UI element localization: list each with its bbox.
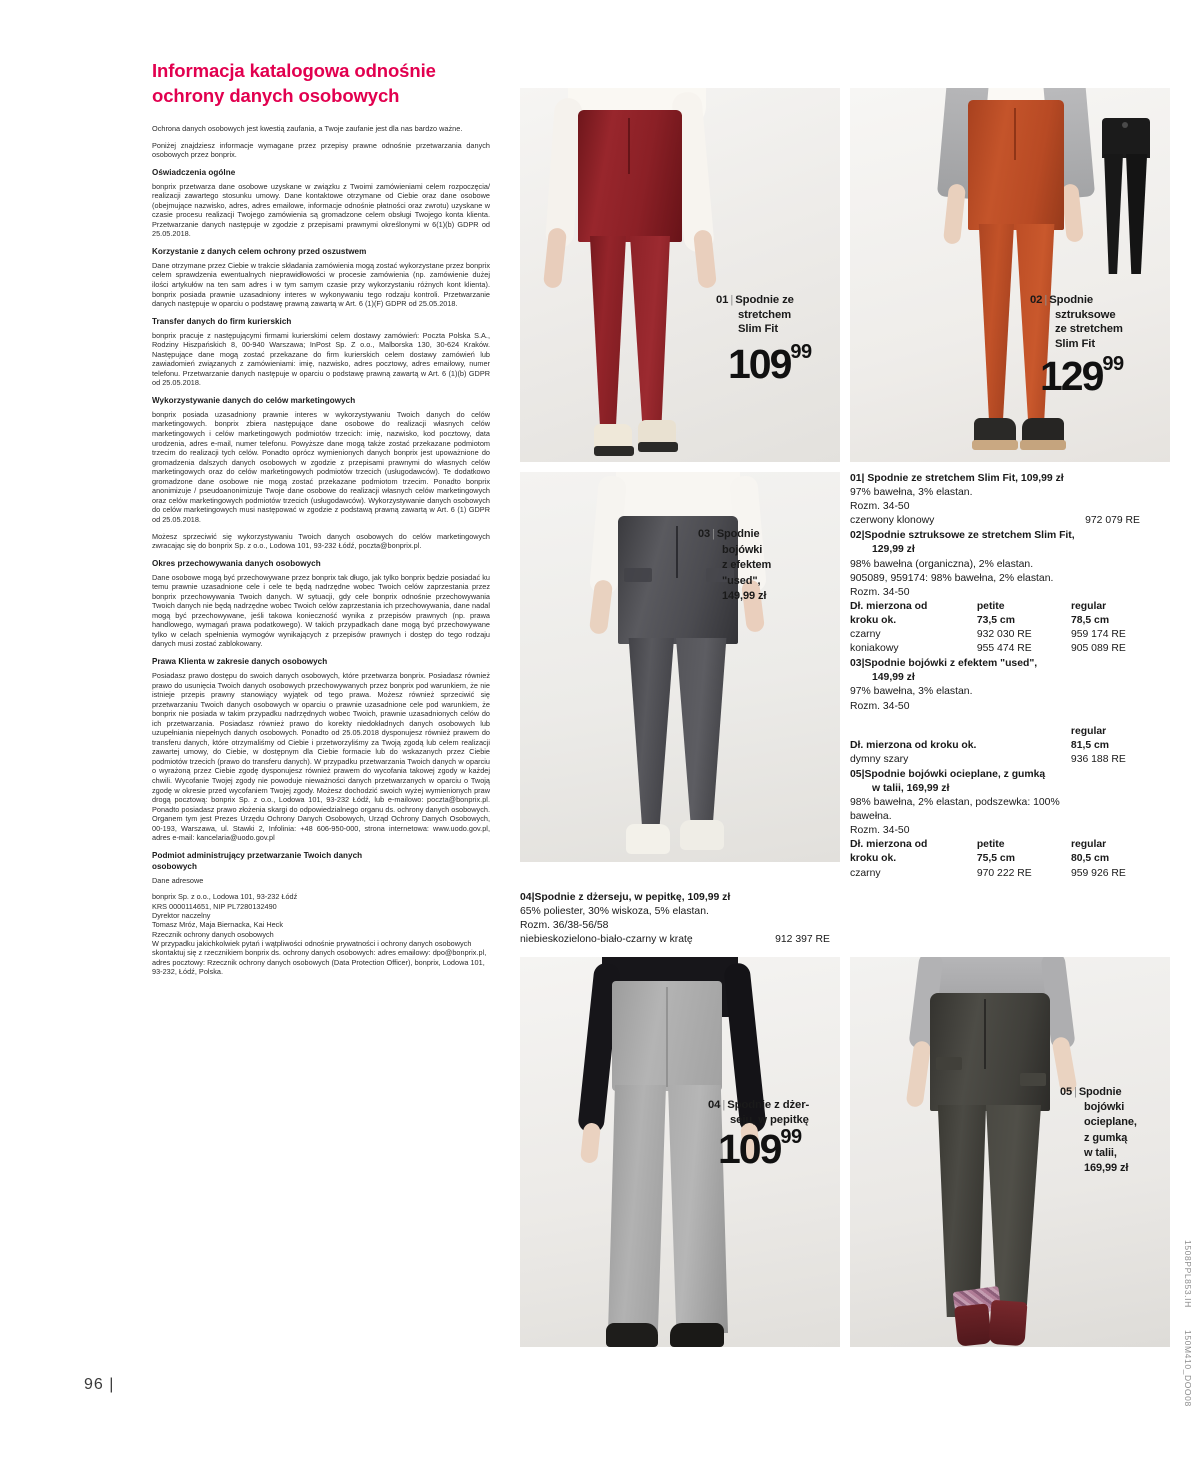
- spec-05-row1-regular-article: 959 926 RE: [1070, 867, 1126, 879]
- spec-05-number: 05: [850, 768, 862, 780]
- spec-04-material: 65% poliester, 30% wiskoza, 5% elastan.: [520, 905, 709, 917]
- spec-05-petite-length: 75,5 cm: [976, 853, 1015, 865]
- product-04-overlay-line1: Spodnie z dżer-: [727, 1099, 810, 1111]
- spec-03-title-line1: 03|Spodnie bojówki z efektem "used",: [850, 658, 1038, 670]
- spec-04-number: 04: [520, 891, 532, 903]
- heading-prawa-klienta: Prawa Klienta w zakresie danych osobowych: [152, 656, 328, 666]
- product-photo-05[interactable]: [850, 957, 1170, 1347]
- product-05-overlay-line5: w talii,: [1084, 1146, 1117, 1159]
- spec-05-head-measure-l1: Dł. mierzona od: [850, 839, 928, 851]
- spec-block-02: [850, 529, 1170, 656]
- paragraph-marketing-2: Możesz sprzeciwić się wykorzystywaniu Twoich danych osobowych do celów marketingowych zwracając się do bonprix Sp. z o.o., Lodowa 101, 93-232 Łódź, poczta@bonprix.pl.: [152, 531, 490, 551]
- address-line-director-label: Dyrektor naczelny: [152, 910, 211, 920]
- address-line-dpo-label: Rzecznik ochrony danych osobowych: [152, 929, 274, 939]
- side-code-bottom: 150M410_DOO08: [1183, 1330, 1193, 1407]
- heading-podmiot-administrujacy: [152, 850, 490, 872]
- spec-02-title-line1: 02|Spodnie sztruksowe ze stretchem Slim Fit,: [850, 530, 1075, 542]
- spec-04-title: 04|Spodnie z dżerseju, w pepitkę, 109,99 zł: [520, 891, 731, 903]
- product-02-overlay-line4: Slim Fit: [1055, 337, 1095, 350]
- spec-02-row1-petite-article: 932 030 RE: [976, 629, 1032, 641]
- spec-03-head-measure: Dł. mierzona od kroku ok.: [850, 739, 977, 751]
- spec-02-head-measure-l2: kroku ok.: [850, 614, 897, 626]
- product-05-overlay-line6: 169,99 zł: [1084, 1162, 1129, 1175]
- product-01-number: 01: [716, 294, 729, 306]
- spec-02-table-header-row1: [850, 600, 1170, 614]
- spec-02-row2-regular-article: 905 089 RE: [1070, 643, 1126, 655]
- spec-05-row1-petite-article: 970 222 RE: [976, 867, 1032, 879]
- table-row: [850, 642, 1170, 656]
- spec-05-head-petite: petite: [976, 839, 1005, 851]
- spec-04-color: niebieskozielono-biało-czarny w kratę: [520, 933, 693, 945]
- product-02-overlay-line3: ze stretchem: [1055, 323, 1123, 336]
- spec-03-row1-color: dymny szary: [850, 753, 909, 765]
- spec-05-size: Rozm. 34-50: [850, 825, 910, 837]
- product-05-number: 05: [1060, 1086, 1073, 1098]
- product-01-price: [728, 341, 812, 387]
- spec-02-table-header-row2: [850, 614, 1170, 628]
- spec-01-material: 97% bawełna, 3% elastan.: [850, 487, 973, 499]
- spec-block-03: [850, 657, 1170, 767]
- spec-04-size: Rozm. 36/38-56/58: [520, 919, 609, 931]
- spec-03-table-header-row1: [850, 725, 1170, 739]
- product-photo-01[interactable]: [520, 88, 840, 462]
- heading-okres-przechowywania: Okres przechowywania danych osobowych: [152, 558, 321, 568]
- spec-02-row1-color: czarny: [850, 629, 881, 641]
- product-01-overlay-line1: Spodnie ze: [735, 294, 794, 306]
- spec-03-size: Rozm. 34-50: [850, 700, 910, 712]
- spec-02-head-petite: petite: [976, 600, 1005, 612]
- product-03-overlay-line1: Spodnie: [716, 528, 760, 540]
- product-03-overlay-line5: 149,99 zł: [722, 590, 767, 603]
- page-title-line2: ochrony danych osobowych: [152, 85, 400, 106]
- spec-02-row1-regular-article: 959 174 RE: [1070, 629, 1126, 641]
- table-row: [850, 867, 1170, 881]
- spec-02-regular-length: 78,5 cm: [1070, 614, 1110, 626]
- product-05-overlay-line2: bojówki: [1084, 1101, 1125, 1114]
- product-04-number: 04: [708, 1099, 721, 1111]
- spec-03-regular-length: 81,5 cm: [1070, 739, 1110, 751]
- heading-transfer-danych: Transfer danych do firm kurierskich: [152, 316, 292, 326]
- heading-ochrona-przed-oszustwem: Korzystanie z danych celem ochrony przed oszustwem: [152, 246, 367, 256]
- spec-03-table-header-row2: [850, 739, 1170, 753]
- spec-03-row1-regular-article: 936 188 RE: [1070, 753, 1126, 765]
- product-01-overlay-line3: Slim Fit: [738, 323, 778, 336]
- paragraph-marketing-1: bonprix posiada uzasadniony prawnie interes w wykorzystywaniu Twoich danych do celów marketingowych. bonprix zbiera następujące dane osobowe do realizacji własnych celów marketingowych i celów marketingowych podmiotów trzecich: imię, nazwisko, kod pocztowy, data urodzenia, adres e-mail, numer telefonu. Powyższe dane mogą także zostać przekazane podmiotom trzecim do realizacji tych celów. Ponadto oprócz wymienionych danych bonprix jest upoważnione do gromadzenia dalszych danych osobowych w zgodzie z przepisami prawnymi do własnych celów marketingowych oraz do celów marketingowych podmiotów trzecich (usługodawców). Te dodatkowo gromadzone dane osobowe nie mogą zostać przekazane podmiotom trzecim. Ponadto bonprix anonimizuje / pseudoanonimizuje Twoje dane osobowe do realizacji własnych celów marketingowych oraz celów marketingowych podmiotów trzecich (usługodawców). Wykorzystywanie danych osobowych do celów marketingowych musi następować w zgodzie z podstawą prawną zawartą w Art. 6 (1) GDPR od 25.05.2018.: [152, 409, 490, 524]
- spec-02-number: 02: [850, 530, 862, 542]
- spec-01-size: Rozm. 34-50: [850, 501, 910, 513]
- spec-04-name: Spodnie z dżerseju, w pepitkę, 109,99 zł: [534, 891, 731, 903]
- company-address-block: [152, 892, 490, 977]
- spec-01-color: czerwony klonowy: [850, 515, 935, 527]
- product-photo-02[interactable]: [850, 88, 1170, 462]
- product-02-price: [1040, 353, 1124, 399]
- product-02-overlay-line2: sztruksowe: [1055, 308, 1116, 321]
- legal-text-column: [152, 58, 490, 984]
- spec-03-number: 03: [850, 658, 862, 670]
- spec-05-name-line1: Spodnie bojówki ocieplane, z gumką: [864, 768, 1046, 780]
- product-04-overlay-line2: seju, w pepitkę: [730, 1113, 809, 1126]
- label-dane-adresowe: Dane adresowe: [152, 875, 204, 885]
- spec-02-size: Rozm. 34-50: [850, 586, 910, 598]
- paragraph-prawa: Posiadasz prawo dostępu do swoich danych osobowych, które przetwarza bonprix. Posiadasz również prawo do usunięcia Twoich danych osobowych przechowywanych przez bonprix pod warunkiem, że nie istnieje przepis prawny stanowiący wyjątek od tego prawa. Możesz również sprzeciwić się przetwarzaniu Twoich danych osobowych w oparciu o prawnie uzasadnione cele pod warunkiem, że bonprix nie posiada w takim przypadku nadrzędnych wobec Twoich, prawnie uzasadnionych celów do ich przetwarzania. Posiadasz również prawo do korekty niedokładnych danych osobowych lub uzupełniania niepełnych danych osobowych. Ponadto od 25.05.2018 dysponujesz również prawem do transferu danych, które otrzymaliśmy od Ciebie i przetworzyliśmy za Twoją zgodą lub celem realizacji zawartej umowy, do Ciebie, w dostępnym dla Ciebie formacie lub do wskazanych przez Ciebie podmiotów trzecich (prawo do transferu danych). W przypadku przetwarzania Twoich danych w oparciu o wyrażoną przez Ciebie zgodę dysponujesz również prawem do wycofania takowej zgody w każdej chwili. Wycofanie Twojej zgody nie powoduje nieważności danych przetwarzanych w oparciu o Twoją zgodę w okresie przed wycofaniem Twojej zgody. Możesz dochodzić swoich wyżej wymienionych praw drogą pocztową: bonprix Sp. z o.o., Lodowa 101, 93-232 Łódź, lub e-mailowo: poczta@bonprix.pl. Ponadto posiadasz prawo złożenia skargi do odpowiedzialnego organu ds. ochrony danych osobowych. Organem tym jest Prezes Urzędu Ochrony Danych Osobowych, Urząd Ochrony Danych Osobowych, 00-193, Warszawa, ul. Stawki 2, Infolinia: +48 606-950-000, strona internetowa: www.uodo.gov.pl, adres e-mail: kancelaria@uodo.gov.pl: [152, 670, 490, 843]
- heading-podmiot-line1: Podmiot administrujący przetwarzanie Twoich danych: [152, 850, 363, 860]
- spec-02-material-note: 905089, 959174: 98% bawełna, 2% elastan.: [850, 572, 1054, 584]
- spec-05-head-regular: regular: [1070, 839, 1107, 851]
- spec-05-head-measure-l2: kroku ok.: [850, 853, 897, 865]
- spec-05-title-line1: 05|Spodnie bojówki ocieplane, z gumką: [850, 768, 1046, 780]
- spec-05-row1-color: czarny: [850, 867, 881, 879]
- spec-01-article: 972 079 RE: [1085, 515, 1140, 527]
- product-05-overlay-line3: ocieplane,: [1084, 1116, 1137, 1129]
- product-03-overlay-caption: 03 | Spodnie bojówki z efektem "used", 149,99 zł: [698, 527, 838, 605]
- spec-05-material-cont: bawełna.: [850, 811, 892, 823]
- table-row: [850, 628, 1170, 642]
- product-specifications-panel: [850, 472, 1170, 881]
- spec-03-name-line1: Spodnie bojówki z efektem "used",: [864, 658, 1038, 670]
- heading-podmiot-line2: osobowych: [152, 861, 197, 871]
- spec-02-head-measure-l1: Dł. mierzona od: [850, 600, 928, 612]
- address-line-company: bonprix Sp. z o.o., Lodowa 101, 93-232 Łódź: [152, 892, 298, 902]
- heading-oswiadczenia-ogolne: Oświadczenia ogólne: [152, 167, 236, 177]
- spec-03-head-regular: regular: [1070, 725, 1107, 737]
- spec-05-table-header-row1: [850, 838, 1170, 852]
- spec-05-material: 98% bawełna, 2% elastan, podszewka: 100%: [850, 797, 1060, 809]
- page-number-value: 96: [84, 1376, 104, 1393]
- spec-01-color-article: [850, 514, 1140, 528]
- side-code-top: 1508PPL853.IH: [1183, 1240, 1193, 1308]
- product-03-overlay-line2: bojówki: [722, 543, 763, 556]
- spec-05-title-line2: w talii, 169,99 zł: [872, 782, 950, 794]
- product-01-overlay-caption: 01 | Spodnie ze stretchem Slim Fit: [716, 294, 794, 336]
- product-01-price-whole: 109: [728, 341, 791, 387]
- paragraph-oswiadczenia: bonprix przetwarza dane osobowe uzyskane w związku z Twoimi zamówieniami celem rozpoczęcia/ realizacji zawartego stosunku umowy. Dane kontaktowe otrzymane od Ciebie oraz dane osobowe (obejmujące nazwisko, adres, adres emailowe, informacje odnośnie płatności oraz zwrotu) uzyskane w czasie procesu realizacji Twojego zamówienia są gromadzone celem obsługi Twojego konta klienta. Przetwarzanie danych następuje w zgodzie z przepisami prawnymi określonymi w 6(1)(b) GDPR od 25.05.2018.: [152, 181, 490, 239]
- spec-block-01: [850, 472, 1170, 528]
- intro-paragraph-1: Ochrona danych osobowych jest kwestią zaufania, a Twoje zaufanie jest dla nas bardzo ważne.: [152, 124, 463, 133]
- page-title: [152, 58, 490, 108]
- product-01-overlay-line2: stretchem: [738, 308, 792, 321]
- spec-04-article: 912 397 RE: [775, 933, 830, 945]
- product-03-overlay-line4: "used",: [722, 574, 761, 587]
- product-04-price-whole: 109: [718, 1126, 781, 1172]
- paragraph-okres: Dane osobowe mogą być przechowywane przez bonprix tak długo, jak tylko bonprix będzie posiadać ku temu prawnie uzasadnione cele i cele te będą nadrzędne wobec Twoich celów zaprzestania przez bonprix przechowywania Twoich danych. W sytuacji, gdy cele bonprix odnośnie przechowywania Twoich danych nie będą nadrzędne wobec Twoich celów zaprzestania ich przechowywania, dane nadal mogą być przechowywane, jeśli takowa konieczność wynika z przepisów prawnych (np. prawa handlowego, wymagań prawa podatkowego). W takich przypadkach dane mogą być przechowywane tylko w celach spełnienia wymogów wynikających z przepisów prawnych i dostęp do tego rodzaju danych musi zostać zablokowany.: [152, 572, 490, 649]
- page-number: 96 |: [84, 1376, 115, 1393]
- table-row: [850, 753, 1170, 767]
- product-03-overlay-line3: z efektem: [722, 559, 772, 572]
- spec-05-table-header-row2: [850, 852, 1170, 866]
- spec-02-head-regular: regular: [1070, 600, 1107, 612]
- heading-cele-marketingowe: Wykorzystywanie danych do celów marketingowych: [152, 395, 356, 405]
- spec-04-color-article: [520, 933, 830, 947]
- product-02-price-whole: 129: [1040, 353, 1103, 399]
- product-02-overlay-line1: Spodnie: [1049, 294, 1094, 306]
- spec-03-title-line2: 149,99 zł: [872, 672, 915, 684]
- spec-03-material: 97% bawełna, 3% elastan.: [850, 686, 973, 698]
- spec-block-04: [520, 891, 840, 947]
- paragraph-dpo-contact: W przypadku jakichkolwiek pytań i wątpliwości odnośnie prywatności i ochrony danych osobowych skontaktuj się z rzecznikiem bonprix ds. ochrony danych osobowych: adres emailowy: dpo@bonprix.pl, adres pocztowy: Rzecznik ochrony danych osobowych (Data Protection Officer), bonprix, Lodowa 101, 93-232, Łódź, Polska.: [152, 938, 487, 977]
- product-03-number: 03: [698, 528, 711, 540]
- spec-02-petite-length: 73,5 cm: [976, 614, 1015, 626]
- product-01-price-cents: 99: [790, 341, 812, 363]
- product-02-price-cents: 99: [1102, 353, 1124, 375]
- product-05-overlay-line4: z gumką: [1084, 1131, 1128, 1144]
- product-02-overlay-caption: 02 | Spodnie sztruksowe ze stretchem Slim Fit: [1030, 294, 1123, 350]
- spec-02-row2-color: koniakowy: [850, 643, 899, 655]
- spec-01-title: 01| Spodnie ze stretchem Slim Fit, 109,99 zł: [850, 473, 1064, 484]
- spec-05-regular-length: 80,5 cm: [1070, 853, 1110, 865]
- address-line-krs-nip: KRS 0000114651, NIP PL7280132490: [152, 901, 277, 911]
- product-04-overlay-caption: 04 | Spodnie z dżer- seju, w pepitkę: [708, 1099, 810, 1126]
- product-photo-04[interactable]: [520, 957, 840, 1347]
- product-05-overlay-line1: Spodnie: [1078, 1086, 1122, 1098]
- spec-02-row2-petite-article: 955 474 RE: [976, 643, 1032, 655]
- spec-02-material: 98% bawełna (organiczna), 2% elastan.: [850, 558, 1034, 570]
- spec-block-05: [850, 768, 1170, 881]
- product-02-number: 02: [1030, 294, 1043, 306]
- address-line-director-names: Tomasz Mróz, Maja Biernacka, Kai Heck: [152, 920, 283, 930]
- product-04-price: [718, 1126, 802, 1172]
- intro-paragraph-2: Poniżej znajdziesz informacje wymagane przez przepisy prawne odnośnie przetwarzania danych osobowych przez bonprix.: [152, 140, 490, 160]
- product-grid: [520, 88, 1170, 1347]
- product-04-price-cents: 99: [780, 1126, 802, 1148]
- page-title-line1: Informacja katalogowa odnośnie: [152, 60, 436, 81]
- product-photo-03[interactable]: [520, 472, 840, 862]
- paragraph-oszustwo: Dane otrzymane przez Ciebie w trakcie składania zamówienia mogą zostać wykorzystane przez bonprix celem sprawdzenia ewentualnych nieprawidłowości w procesie zamówienia (np. zamówienie dużej ilości artykułów na ten sam adres i w tym samym czasie przy wykorzystaniu różnych kont klienta). bonprix posiada prawnie uzasadniony interes w wykonywaniu tego rodzaju kontroli. Przetwarzanie danych następuje w oparciu o podstawę prawną zawartą w Art. 6 (1)(F) GDPR od 25.05.2018.: [152, 260, 490, 309]
- spec-02-name-line1: Spodnie sztruksowe ze stretchem Slim Fit,: [864, 530, 1075, 542]
- paragraph-transfer: bonprix pracuje z następującymi firmami kurierskimi celem dostawy zamówień: Poczta Polska S.A., Rodziny Hiszpańskich 8, 00-940 Warszawa; InPost Sp. Z o.o., Malborska 130, 30-624 Kraków. Następujące dane mogą zostać przekazane do firm kurierskich celem dostawy zamówień lub zawiadomień związanych z zamówieniami: imię, nazwisko, adres pocztowy, adres emailowy, numer telefonu. Przetwarzanie danych następuje w oparciu o podstawę prawną zawartą w Art. 6 (1)(b) GDPR od 25.05.2018.: [152, 330, 490, 388]
- spec-02-title-line2: 129,99 zł: [872, 544, 915, 556]
- product-05-overlay-caption: 05 | Spodnie bojówki ocieplane, z gumką w talii, 169,99 zł: [1060, 1085, 1170, 1176]
